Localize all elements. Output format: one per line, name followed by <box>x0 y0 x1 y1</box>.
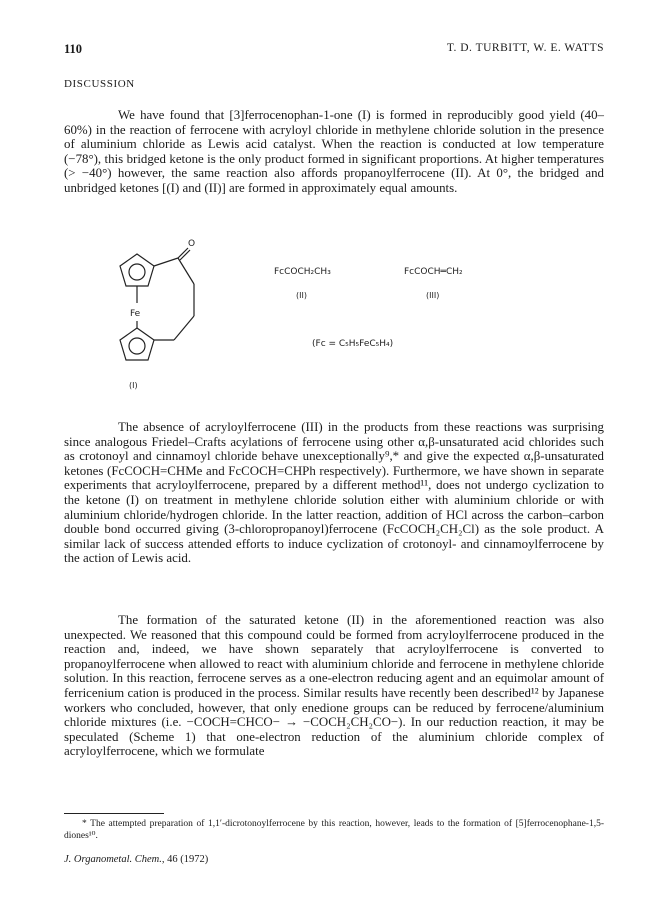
chemical-scheme <box>64 236 604 396</box>
journal-reference <box>64 854 208 865</box>
oxygen-atom: O <box>188 239 196 249</box>
paragraph-2: The absence of acryloylferrocene (III) in the products from these reactions was surprising since analogous Friedel–Crafts acylations of ferrocene using other α,β-unsaturated acid chlorides such as crotonoyl and cinnamoyl chloride behave unexceptionally⁹,* and give the expected α,β-unsaturated ketones (FcCOCH=CHMe and FcCOCH=CHPh respectively). Furthermore, we have shown in separate experiments that acryloylferrocene, prepared by a different method¹¹, does not undergo cyclization to the ketone (I) on treatment in methylene chloride solution either with aluminium chloride or with aluminium chloride/hydrogen chloride. In the latter reaction, addition of HCl across the carbon–carbon double bond occurred giving (3-chloropropanoyl)ferrocene (FcCOCH₂CH₂Cl) as the sole product. A similar lack of success attended efforts to induce cyclization of crotonoyl- and cinnamoylferrocene by the action of Lewis acid. <box>64 420 604 566</box>
paragraph-3: The formation of the saturated ketone (II) in the aforementioned reaction was also unexpected. We reasoned that this compound could be formed from acryloylferrocene produced in the reaction and, indeed, we have shown separately that acryloylferrocene is converted to propanoylferrocene when allowed to react with aluminium chloride and ferrocene in methylene chloride solution. In this reaction, ferrocene serves as a one-electron reducing agent and an equimolar amount of ferricenium cation is produced in the process. Similar results have recently been described¹² by Japanese workers who concluded, however, that only enedione groups can be reduced by ferrocene/aluminium chloride mixtures (i.e. −COCH=CHCO− → −COCH₂CH₂CO−). In our reduction reaction, it may be speculated (Scheme 1) that one-electron reduction of the aluminium chloride complex of acryloylferrocene, which we formulate <box>64 613 604 759</box>
section-heading: DISCUSSION <box>64 78 135 90</box>
label-I: (I) <box>129 381 138 390</box>
footnote-rule <box>64 813 164 814</box>
page-header <box>64 42 604 58</box>
running-head: T. D. TURBITT, W. E. WATTS <box>446 42 604 54</box>
ferrocenophanone-structure <box>120 248 194 360</box>
iron-atom: Fe <box>130 309 141 319</box>
paragraph-1: We have found that [3]ferrocenophan-1-one (I) is formed in reproducibly good yield (40–60%) in the reaction of ferrocene with acryloyl chloride in methylene chloride solution in the presence of aluminium chloride as Lewis acid catalyst. When the reaction is conducted at low temperature (−78°), this bridged ketone is the only product formed in significant proportions. At higher temperatures (> −40°) however, the same reaction also affords propanoylferrocene (II). At 0°, the bridged and unbridged ketones [(I) and (II)] are formed in approximately equal amounts. <box>64 108 604 195</box>
label-II: (II) <box>296 291 307 300</box>
fc-definition: (Fc = C₅H₅FeC₅H₄) <box>312 339 394 349</box>
label-III: (III) <box>426 291 440 300</box>
journal-volume: 46 (1972) <box>167 854 209 865</box>
journal-name: J. Organometal. Chem., <box>64 854 165 865</box>
formula-II: FcCOCH₂CH₃ <box>274 267 331 277</box>
page-number: 110 <box>64 42 83 56</box>
formula-III: FcCOCH═CH₂ <box>404 267 463 277</box>
footnote: * The attempted preparation of 1,1′-dicrotonoylferrocene by this reaction, however, leads to the formation of [5]ferrocenophane-1,5-diones¹⁰. <box>64 819 604 841</box>
